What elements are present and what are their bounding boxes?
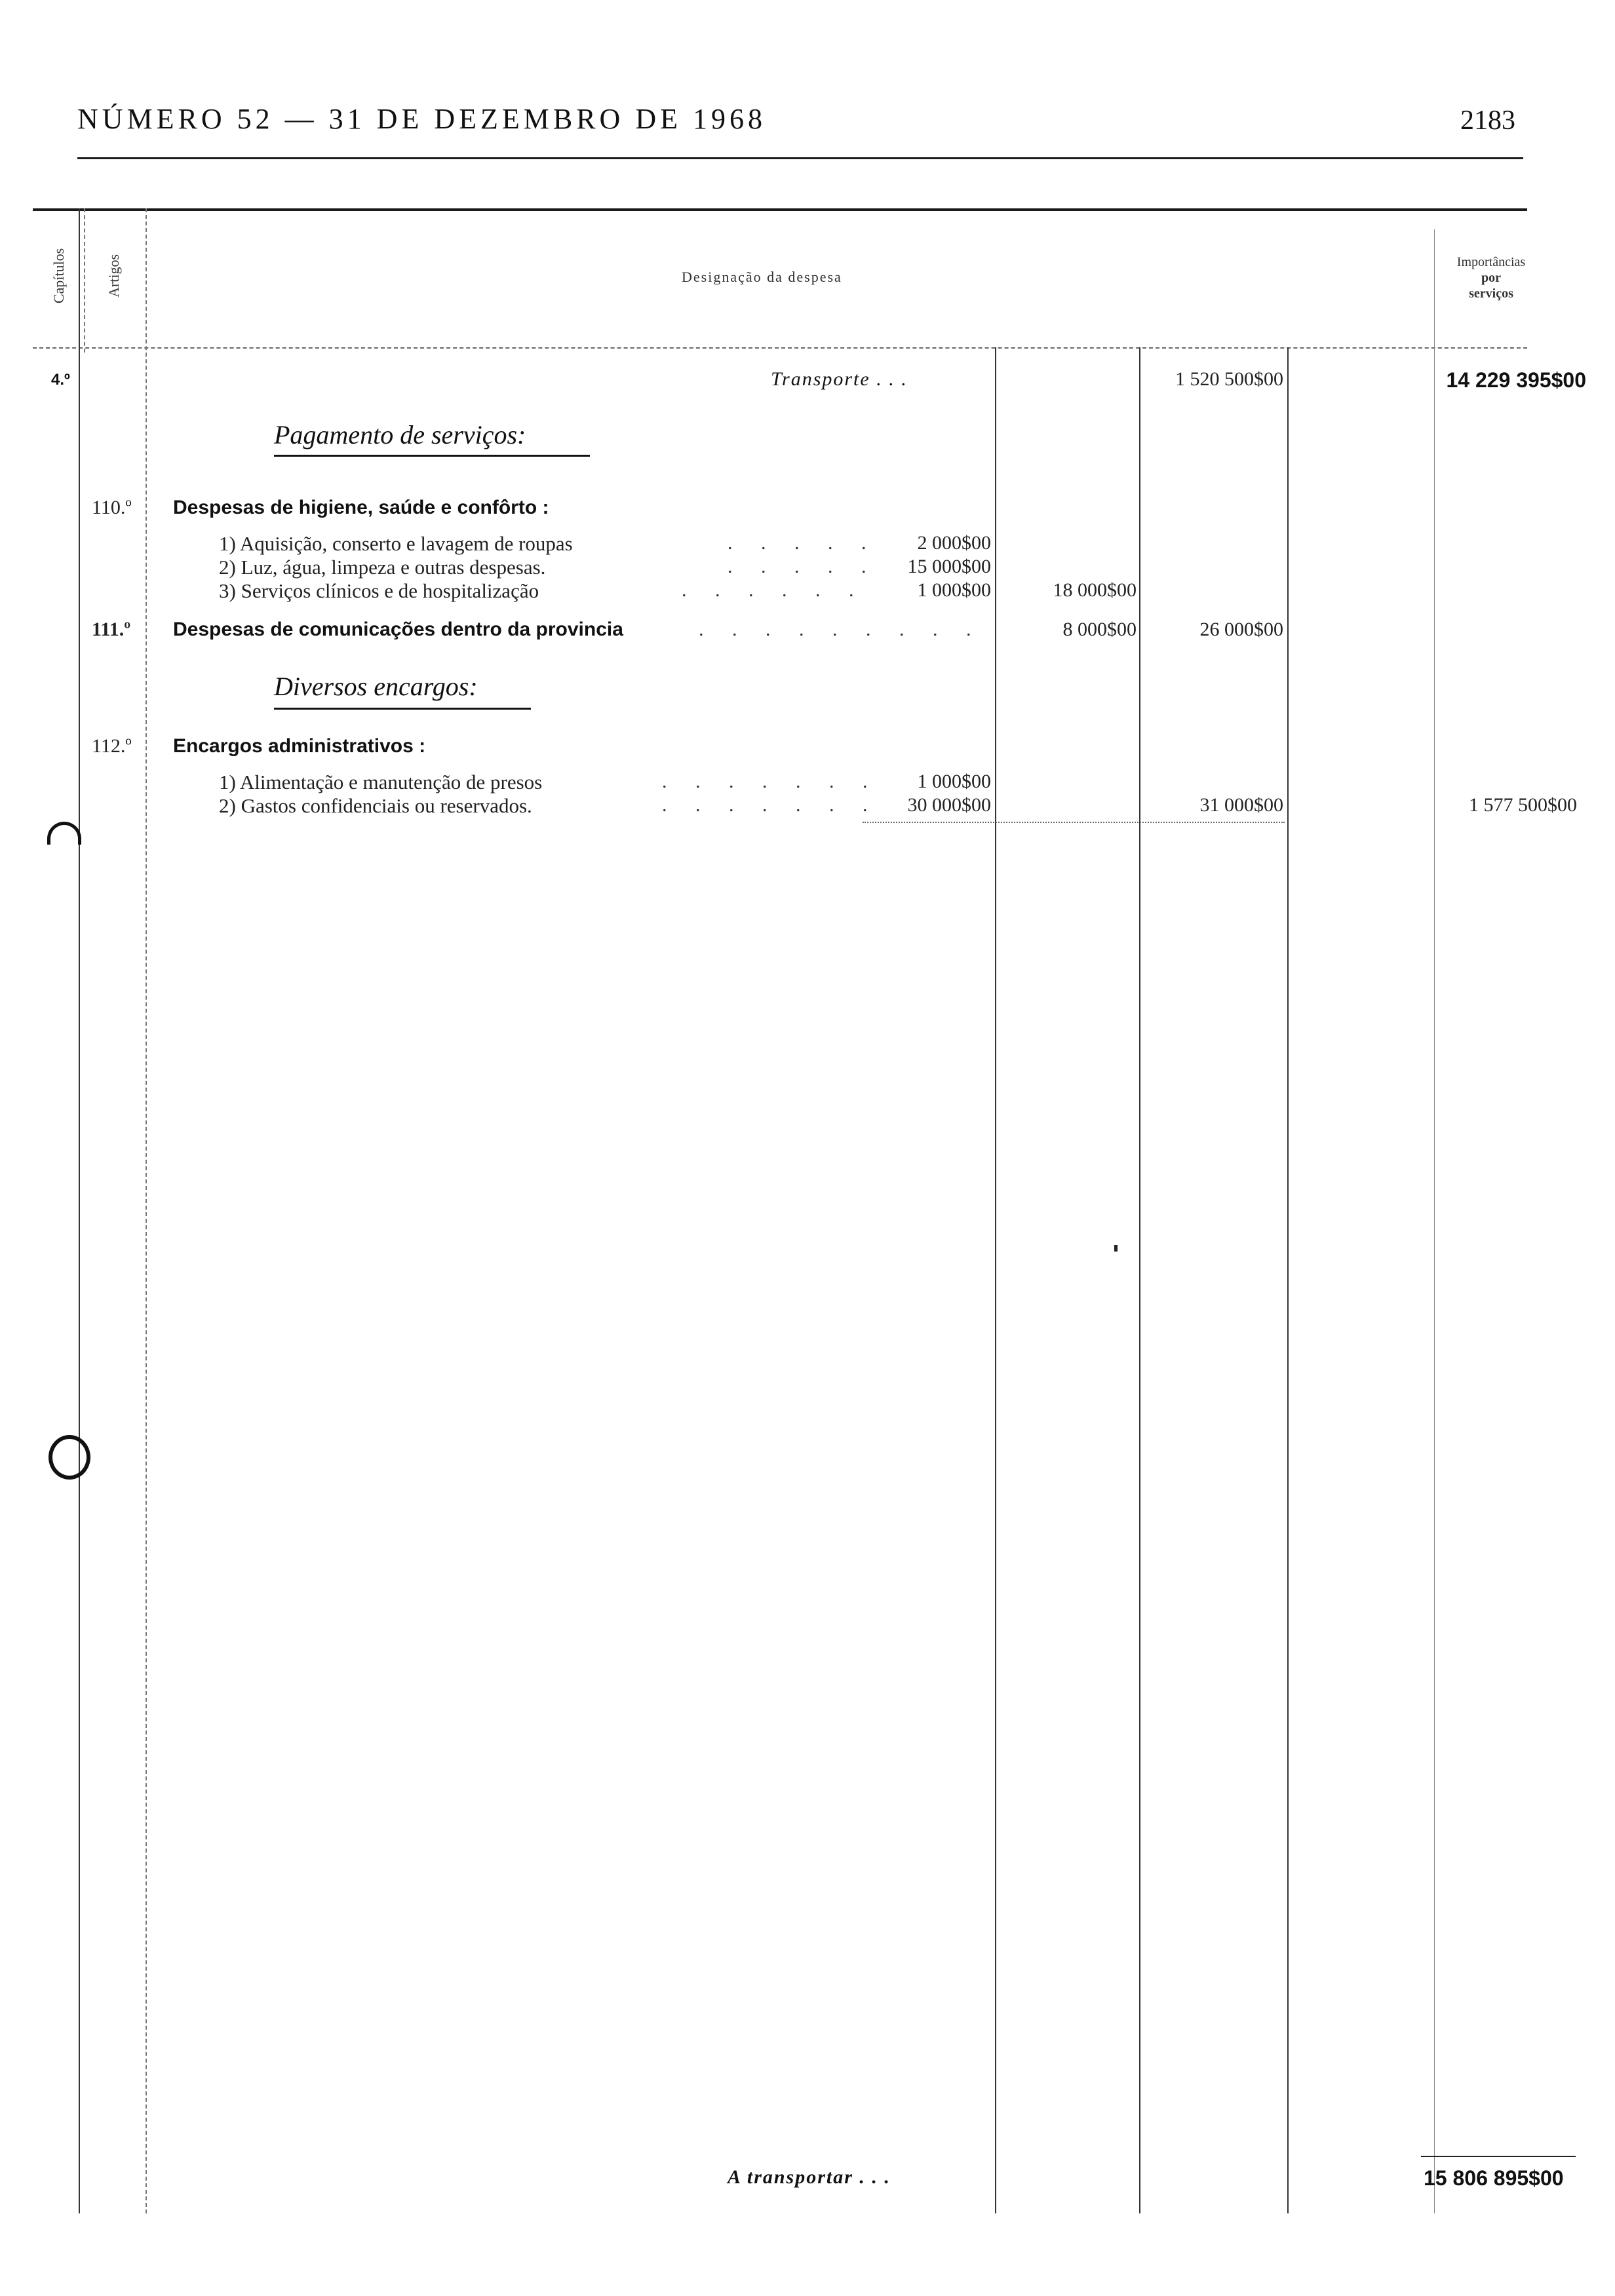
- article-110-item-3-value: 1 000$00: [917, 579, 991, 601]
- subtotal-rule: [863, 822, 1285, 823]
- article-title-110: Despesas de higiene, saúde e confôrto :: [173, 497, 549, 518]
- article-112-item-2: 2) Gastos confidenciais ou reservados.: [219, 794, 532, 817]
- article-110-item-1-dots: . . . . .: [728, 532, 878, 554]
- article-110-total: 18 000$00: [1053, 579, 1137, 601]
- article-112-subtotal: 31 000$00: [1199, 794, 1283, 816]
- article-110-item-1-value: 2 000$00: [917, 532, 991, 554]
- article-110-item-2-value: 15 000$00: [907, 556, 991, 577]
- transport-label: Transporte . . .: [771, 368, 908, 390]
- article-number-110: 110.º: [92, 497, 132, 518]
- article-111-dots: . . . . . . . . .: [699, 619, 983, 640]
- header-rule: [77, 157, 1523, 159]
- article-title-111: Despesas de comunicações dentro da provincia: [173, 619, 623, 640]
- section-underline-charges: [274, 708, 531, 710]
- ink-speck: [1114, 1245, 1118, 1252]
- chapter-number: 4.º: [51, 371, 70, 389]
- article-111-subtotal: 26 000$00: [1199, 619, 1283, 640]
- article-112-item-2-dots: . . . . . . .: [662, 794, 880, 816]
- rule-col-d: [1434, 229, 1435, 2213]
- section-title-charges: Diversos encargos:: [274, 672, 478, 701]
- footer-total: 15 806 895$00: [1424, 2166, 1564, 2190]
- page-title: NÚMERO 52 — 31 DE DEZEMBRO DE 1968: [77, 103, 766, 135]
- article-110-item-2: 2) Luz, água, limpeza e outras despesas.: [219, 556, 546, 579]
- article-110-item-2-dots: . . . . .: [728, 556, 878, 577]
- punch-hole-mark: [49, 1435, 90, 1480]
- rule-articles: [146, 208, 147, 2213]
- article-112-item-1-dots: . . . . . . .: [662, 771, 880, 792]
- article-number-111: 111.º: [92, 619, 131, 640]
- column-header-description: Designação da despesa: [682, 269, 842, 285]
- footer-total-rule: [1421, 2156, 1576, 2157]
- table-top-rule: [33, 208, 1527, 211]
- footer-transport-label: A transportar . . .: [728, 2166, 891, 2188]
- amounts-header-line1: Importâncias: [1456, 255, 1526, 269]
- transport-subtotal: 1 520 500$00: [1175, 368, 1283, 390]
- section-title-payments: Pagamento de serviços:: [274, 420, 526, 450]
- column-header-amounts: [1429, 254, 1553, 301]
- article-110-item-3: 3) Serviços clínicos e de hospitalização: [219, 579, 539, 602]
- rule-chapters: [84, 208, 85, 353]
- article-title-112: Encargos administrativos :: [173, 735, 426, 757]
- article-number-112: 112.º: [92, 735, 132, 757]
- column-header-rule: [33, 347, 1527, 349]
- rule-col-a: [995, 347, 996, 2213]
- rule-left: [79, 208, 80, 2213]
- amounts-header-line2: por: [1481, 271, 1501, 285]
- amounts-header-line3: serviços: [1469, 286, 1513, 301]
- transport-total: 14 229 395$00: [1446, 368, 1586, 392]
- rule-col-b: [1139, 347, 1140, 2213]
- section-underline-payments: [274, 455, 590, 457]
- rule-col-c: [1287, 347, 1289, 2213]
- punch-hole-mark: [47, 822, 81, 845]
- column-header-articles: Artigos: [106, 254, 122, 297]
- article-111-value: 8 000$00: [1062, 619, 1137, 640]
- article-112-item-2-value: 30 000$00: [907, 794, 991, 816]
- article-112-item-1: 1) Alimentação e manutenção de presos: [219, 771, 543, 794]
- page-number: 2183: [1460, 105, 1515, 136]
- article-112-service-total: 1 577 500$00: [1469, 794, 1577, 816]
- column-header-chapters: Capítulos: [50, 248, 67, 304]
- article-110-item-3-dots: . . . . . .: [682, 579, 866, 601]
- article-112-item-1-value: 1 000$00: [917, 771, 991, 792]
- article-110-item-1: 1) Aquisição, conserto e lavagem de roupas: [219, 532, 573, 555]
